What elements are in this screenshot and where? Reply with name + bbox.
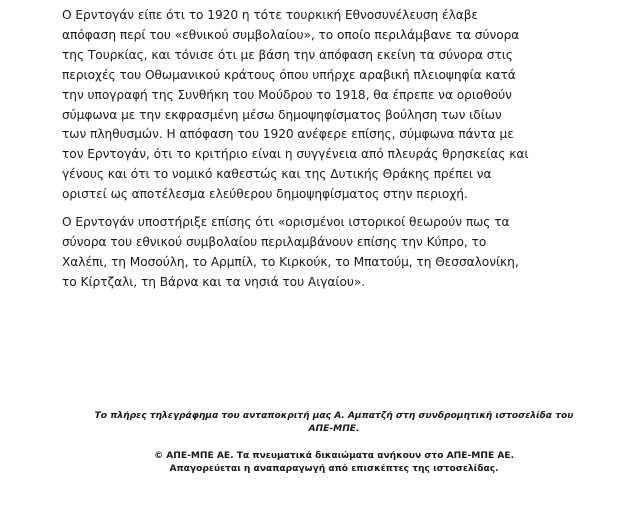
paragraph-line: Ο Ερντογάν είπε ότι το 1920 η τότε τουρκική Εθνοσυνέλευση έλαβε [62, 8, 478, 22]
paragraph-line: Ο Ερντογάν υποστήριξε επίσης ότι «ορισμένοι ιστορικοί θεωρούν πως τα [62, 215, 510, 230]
source-note [58, 410, 610, 436]
paragraph-line: περιοχές του Οθωμανικού κράτους όπου υπήρχε αραβική πλειοψηφία κατά [62, 67, 516, 82]
paragraph-line: σύμφωνα με την εκφρασμένη μέσω δημοψηφίσματος βούληση των ιδίων [62, 107, 502, 122]
paragraph-line: σύνορα του εθνικού συμβολαίου περιλαμβάνουν επίσης την Κύπρο, το [62, 234, 487, 249]
paragraph-line: τον Ερντογάν, ότι το κριτήριο είναι η συγγένεια από πλευράς θρησκείας και [62, 147, 529, 162]
paragraph-line: των πληθυσμών. Η απόφαση του 1920 ανέφερε επίσης, σύμφωνα πάντα με [62, 127, 514, 142]
article-body [62, 6, 608, 301]
copyright-line: Απαγορεύεται η αναπαραγωγή από επισκέπτες της ιστοσελίδας. [169, 464, 499, 474]
source-note-line: Το πλήρες τηλεγράφημα του ανταποκριτή μας Α. Αμπατζή στη συνδρομητική ιστοσελίδα του [94, 411, 574, 421]
paragraph-line: γένους και ότι το νομικό καθεστώς και της Δυτικής Θράκης πρέπει να [62, 167, 492, 182]
paragraph-line: την υπογραφή της Συνθήκη του Μούδρου το 1918, θα έπρεπε να οριοθούν [62, 87, 512, 102]
paragraph-line: απόφαση περί του «εθνικού συμβολαίου», το οποίο περιλάμβανε τα σύνορα [62, 27, 520, 42]
paragraph-line: Χαλέπι, τη Μοσούλη, το Αρμπίλ, το Κιρκούκ, το Μπατούμ, τη Θεσσαλονίκη, [62, 254, 519, 269]
copyright-notice [58, 450, 610, 476]
article-paragraph-1 [62, 6, 608, 205]
source-note-line: ΑΠΕ-ΜΠΕ. [308, 424, 360, 434]
copyright-line: © ΑΠΕ-ΜΠΕ ΑΕ. Τα πνευματικά δικαιώματα ανήκουν στο ΑΠΕ-ΜΠΕ ΑΕ. [153, 451, 515, 461]
paragraph-line: το Κίρτζαλι, τη Βάρνα και τα νησιά του Αιγαίου». [62, 274, 366, 289]
article-paragraph-2 [62, 213, 608, 293]
paragraph-line: οριστεί ως αποτέλεσμα ελεύθερου δημοψηφίσματος στην περιοχή. [62, 187, 468, 202]
paragraph-line: της Τουρκίας, και τόνισε ότι με βάση την απόφαση εκείνη τα σύνορα στις [62, 47, 513, 62]
